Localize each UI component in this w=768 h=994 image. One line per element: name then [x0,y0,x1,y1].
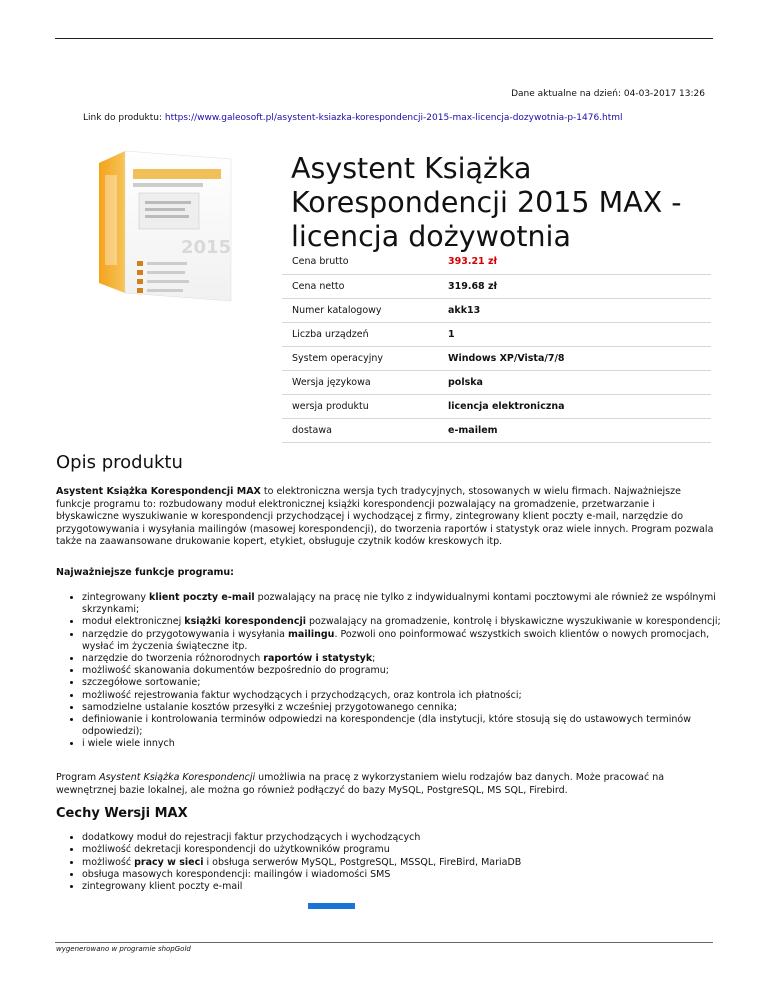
spec-value: polska [448,376,483,388]
list-item: • możliwość dekretacji korespondencji do użytkowników programu [82,844,742,856]
list-item: • obsługa masowych korespondencji: mailingów i wiadomości SMS [82,869,742,881]
description-intro [56,486,716,549]
max-features-list [56,832,742,893]
list-item: • możliwość rejestrowania faktur wychodzących i przychodzących, oraz kontrola ich płatności; [82,690,742,702]
date-line [511,89,705,99]
list-item: • i wiele wiele innych [82,738,742,750]
list-item: • moduł elektronicznej książki korespondencji pozwalający na gromadzenie, kontrolę i błyskawiczne wyszukiwanie w korespondencji; [82,616,742,628]
spec-label: dostawa [292,424,332,436]
spec-label: Wersja językowa [292,376,371,388]
spec-row-price-gross [282,250,711,274]
spec-label: Liczba urządzeń [292,328,369,340]
spec-row-os [282,346,711,370]
spec-value: 1 [448,328,455,340]
spec-value: licencja elektroniczna [448,400,565,412]
product-specs-table [282,250,711,443]
product-link[interactable]: https://www.galeosoft.pl/asystent-ksiazka-korespondencji-2015-max-licencja-dozywotnia-p-1476.html [164,113,623,123]
spec-value: 319.68 zł [448,280,498,292]
features-heading: Najważniejsze funkcje programu: [56,567,234,578]
list-item: • narzędzie do przygotowywania i wysyłania mailingu. Pozwoli ono poinformować wszystkich swoich klientów o nowych promocjach, wysłać im życzenia świąteczne itp. [82,629,742,653]
spec-label: Numer katalogowy [292,304,382,316]
product-title: Asystent Książka Korespondencji 2015 MAX - licencja dożywotnia [291,152,682,253]
spec-row-language [282,370,711,394]
list-item: • możliwość skanowania dokumentów bezpośrednio do programu; [82,665,742,677]
spec-value: Windows XP/Vista/7/8 [448,352,565,364]
section-title-description: Opis produktu [56,452,183,473]
spec-value: e-mailem [448,424,498,436]
spec-value: akk13 [448,304,481,316]
product-box-image [85,145,245,305]
max-features-heading: Cechy Wersji MAX [56,806,188,821]
intro-bold: Asystent Książka Korespondencji MAX [56,486,261,497]
list-item: • zintegrowany klient poczty e-mail [82,881,742,893]
date-label: Dane aktualne na dzień: [511,89,622,99]
list-item: • szczegółowe sortowanie; [82,677,742,689]
list-item: • samodzielne ustalanie kosztów przesyłki z wcześniej przygotowanego cennika; [82,702,742,714]
spec-row-catalog-number [282,298,711,322]
program-paragraph: Program Asystent Książka Korespondencji umożliwia na pracę z wykorzystaniem wielu rodzajów baz danych. Może pracować na wewnętrznej bazie lokalnej, ale można go również podłączyć do bazy MySQL, PostgreSQL, MS SQL, Firebird. [56,772,665,796]
spec-row-price-net [282,274,711,298]
intro-text: to elektroniczna wersja tych tradycyjnych, stosowanych w wielu firmach. Najważniejsze funkcje programu to: rozbudowany moduł elektronicznej książki korespondencji pozwalający na gromadzenie, przetwarzanie i błyskawiczne wyszukiwanie w korespondencji przychodzącej i wychodzącej z firmy, zintegrowany klient poczty e-mail, narzędzie do przygotowywania i wysyłania mailingów (masowej korespondencji), do tworzenia raportów i statystyk oraz wiele innych. Program pozwala także na zaawansowane drukowanie kopert, etykiet, obsługuje czytnik kodów kreskowych itp. [56,486,714,547]
list-item: • definiowanie i kontrolowania terminów odpowiedzi na korespondencje (dla instytucji, które stosują się do ustawowych terminów odpowiedzi); [82,714,742,738]
spec-label: Cena netto [292,280,345,292]
list-item: • zintegrowany klient poczty e-mail pozwalający na pracę nie tylko z indywidualnymi kontami pocztowymi ale również ze wspólnymi skrzynkami; [82,592,742,616]
spec-label: Cena brutto [292,256,349,268]
box-year: 2015 [181,237,232,258]
spec-value-price-gross: 393.21 zł [448,256,498,268]
spec-row-delivery [282,418,711,442]
list-item: • narzędzie do tworzenia różnorodnych raportów i statystyk; [82,653,742,665]
features-list [56,592,742,751]
spec-row-device-count [282,322,711,346]
top-divider [55,38,713,39]
spec-label: System operacyjny [292,352,383,364]
list-item: • możliwość pracy w sieci i obsługa serwerów MySQL, PostgreSQL, MSSQL, FireBird, MariaDB [82,857,742,869]
date-value: 04-03-2017 13:26 [623,89,705,99]
product-link-line [83,113,623,123]
footer-text: wygenerowano w programie shopGold [56,945,191,953]
link-label: Link do produktu: [83,113,162,123]
spec-label: wersja produktu [292,400,369,412]
list-item: • dodatkowy moduł do rejestracji faktur przychodzących i wychodzących [82,832,742,844]
blue-accent-bar [308,903,355,909]
spec-row-product-version [282,394,711,418]
bottom-divider [55,942,713,943]
